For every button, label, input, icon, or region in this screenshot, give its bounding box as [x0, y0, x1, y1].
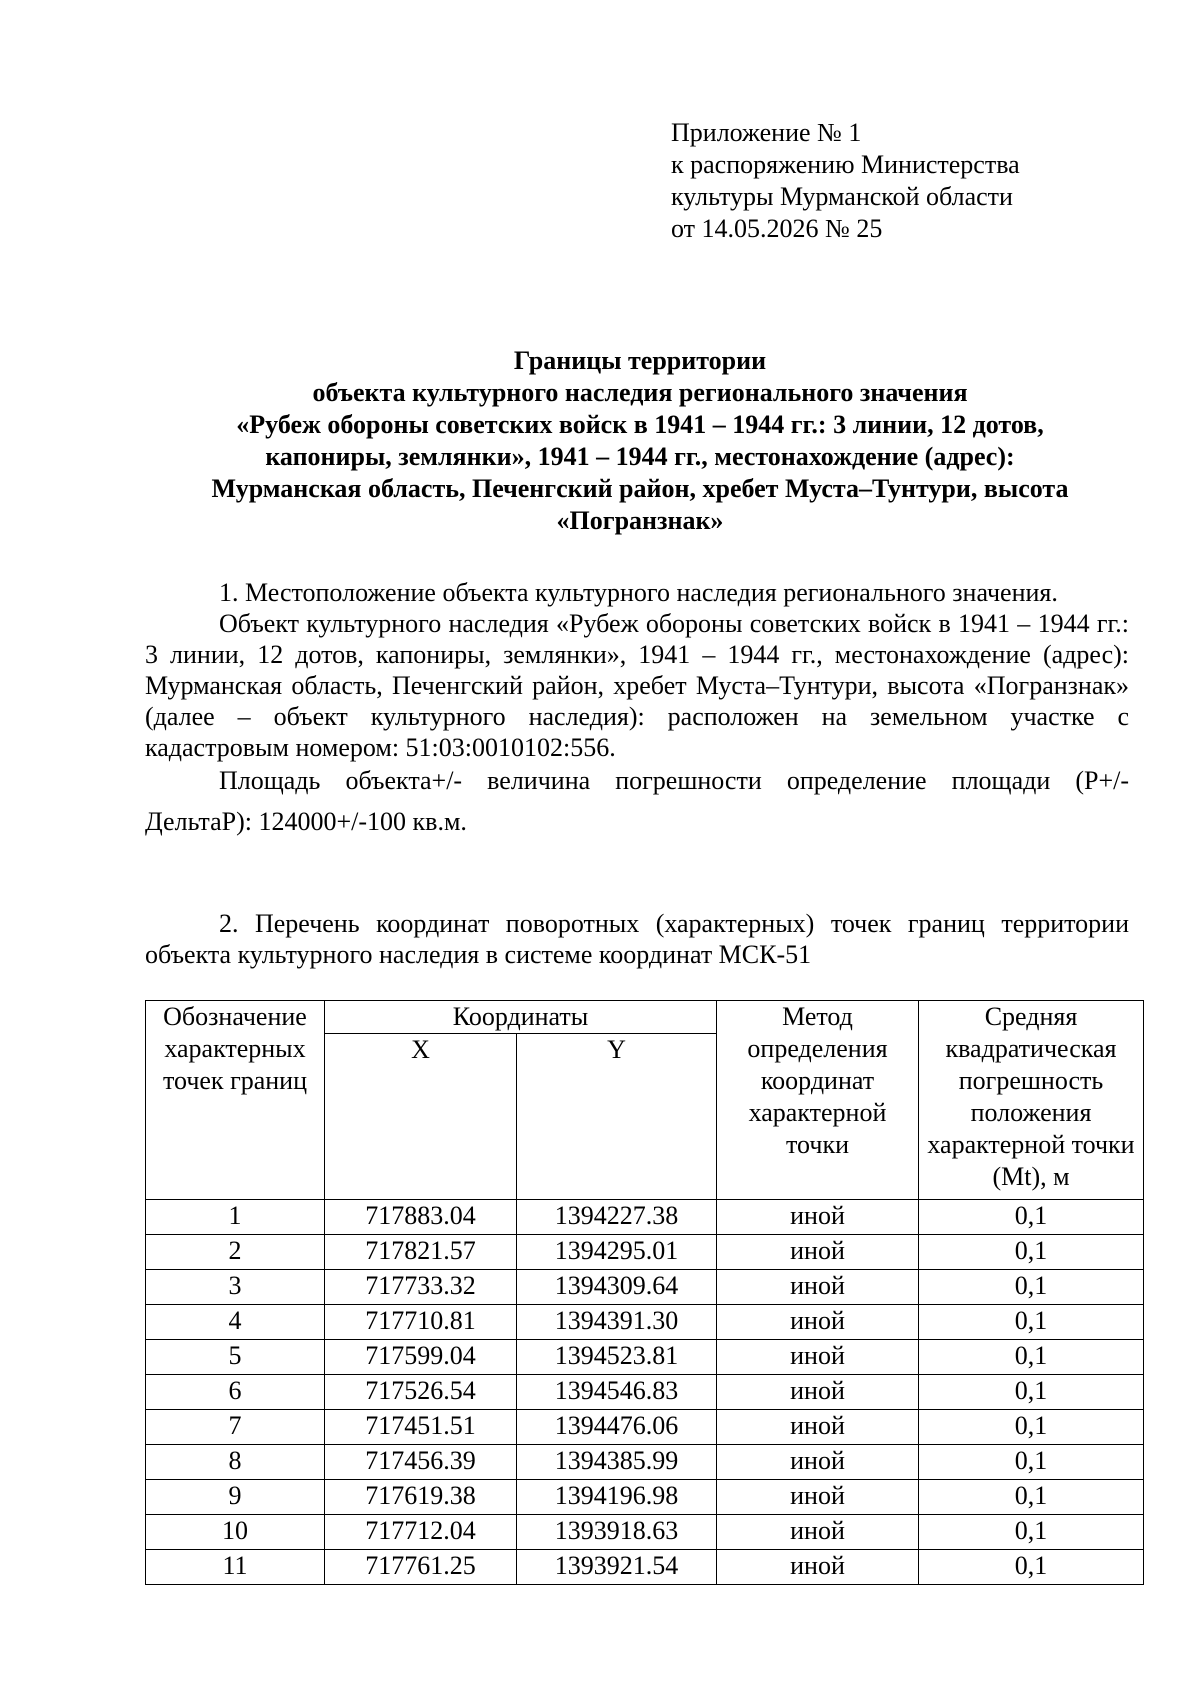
- area-line-1: Площадь объекта+/- величина погрешности определение площади (Р+/-: [219, 766, 1129, 795]
- appendix-line: культуры Мурманской области: [671, 182, 1013, 211]
- table-row: [146, 1410, 1144, 1445]
- title-line: объекта культурного наследия регионального значения: [312, 378, 968, 407]
- cell-error: 0,1: [919, 1270, 1144, 1305]
- cell-y: 1394196.98: [517, 1480, 717, 1515]
- cell-point: 10: [146, 1515, 325, 1550]
- cell-y: 1394391.30: [517, 1305, 717, 1340]
- cell-method: иной: [717, 1445, 919, 1480]
- cell-error: 0,1: [919, 1305, 1144, 1340]
- section-1-text: Объект культурного наследия «Рубеж обороны советских войск в 1941 – 1944 гг.: 3 линии, 12 дотов, капониры, землянки», 1941 – 1944 гг., местонахождение (адрес): Мурманская область, Печенгский район, хребет Муста–Тунтури, высота «Погранзнак» (далее – объект культурного наследия): расположен на земельном участке с кадастровым номером: 51:03:0010102:556.: [145, 609, 1129, 762]
- cell-method: иной: [717, 1480, 919, 1515]
- table-row: [146, 1305, 1144, 1340]
- cell-y: 1394227.38: [517, 1200, 717, 1235]
- cell-method: иной: [717, 1375, 919, 1410]
- cell-y: 1394295.01: [517, 1235, 717, 1270]
- cell-error: 0,1: [919, 1550, 1144, 1585]
- cell-y: 1393918.63: [517, 1515, 717, 1550]
- title-line: «Рубеж обороны советских войск в 1941 – 1944 гг.: 3 линии, 12 дотов,: [236, 410, 1044, 439]
- cell-method: иной: [717, 1200, 919, 1235]
- cell-point: 8: [146, 1445, 325, 1480]
- title-line: капониры, землянки», 1941 – 1944 гг., местонахождение (адрес):: [265, 442, 1015, 471]
- cell-method: иной: [717, 1340, 919, 1375]
- section-2: [145, 908, 1129, 970]
- section-1: [145, 577, 1129, 837]
- cell-x: 717883.04: [325, 1200, 517, 1235]
- cell-method: иной: [717, 1235, 919, 1270]
- table-row: [146, 1550, 1144, 1585]
- cell-point: 9: [146, 1480, 325, 1515]
- cell-x: 717710.81: [325, 1305, 517, 1340]
- cell-point: 3: [146, 1270, 325, 1305]
- area-line-2: ДельтаР): 124000+/-100 кв.м.: [145, 807, 467, 836]
- table-row: [146, 1235, 1144, 1270]
- cell-method: иной: [717, 1410, 919, 1445]
- cell-y: 1394546.83: [517, 1375, 717, 1410]
- appendix-header: [671, 117, 1171, 245]
- cell-x: 717526.54: [325, 1375, 517, 1410]
- cell-y: 1394385.99: [517, 1445, 717, 1480]
- table-row: [146, 1270, 1144, 1305]
- cell-point: 6: [146, 1375, 325, 1410]
- table-row: [146, 1515, 1144, 1550]
- cell-method: иной: [717, 1550, 919, 1585]
- cell-y: 1394309.64: [517, 1270, 717, 1305]
- cell-error: 0,1: [919, 1445, 1144, 1480]
- header-y: Y: [517, 1034, 717, 1200]
- cell-method: иной: [717, 1515, 919, 1550]
- table-row: [146, 1375, 1144, 1410]
- cell-x: 717456.39: [325, 1445, 517, 1480]
- title-line: Границы территории: [513, 346, 767, 375]
- cell-y: 1394476.06: [517, 1410, 717, 1445]
- cell-point: 4: [146, 1305, 325, 1340]
- header-method: Метод определения координат характерной точки: [717, 1001, 919, 1200]
- table-row: [146, 1445, 1144, 1480]
- cell-x: 717821.57: [325, 1235, 517, 1270]
- cell-error: 0,1: [919, 1235, 1144, 1270]
- header-x: X: [325, 1034, 517, 1200]
- cell-error: 0,1: [919, 1200, 1144, 1235]
- coordinates-table: [145, 1000, 1144, 1585]
- cell-method: иной: [717, 1270, 919, 1305]
- appendix-line: Приложение № 1: [671, 118, 862, 147]
- header-point: Обозначение характерных точек границ: [146, 1001, 325, 1200]
- cell-point: 1: [146, 1200, 325, 1235]
- cell-point: 11: [146, 1550, 325, 1585]
- table-row: [146, 1340, 1144, 1375]
- cell-x: 717599.04: [325, 1340, 517, 1375]
- title-line: «Погранзнак»: [556, 506, 724, 535]
- cell-error: 0,1: [919, 1480, 1144, 1515]
- section-1-heading: 1. Местоположение объекта культурного наследия регионального значения.: [219, 578, 1058, 607]
- cell-point: 2: [146, 1235, 325, 1270]
- cell-method: иной: [717, 1305, 919, 1340]
- header-coords: Координаты: [325, 1001, 717, 1034]
- cell-error: 0,1: [919, 1410, 1144, 1445]
- appendix-line: к распоряжению Министерства: [671, 150, 1020, 179]
- cell-x: 717619.38: [325, 1480, 517, 1515]
- cell-x: 717451.51: [325, 1410, 517, 1445]
- table-row: [146, 1200, 1144, 1235]
- cell-y: 1394523.81: [517, 1340, 717, 1375]
- table-header-row: [146, 1001, 1144, 1034]
- cell-error: 0,1: [919, 1340, 1144, 1375]
- appendix-line: от 14.05.2026 № 25: [671, 214, 883, 243]
- cell-point: 5: [146, 1340, 325, 1375]
- header-error: Средняя квадратическая погрешность положения характерной точки (Mt), м: [919, 1001, 1144, 1200]
- cell-x: 717733.32: [325, 1270, 517, 1305]
- cell-y: 1393921.54: [517, 1550, 717, 1585]
- table-row: [146, 1480, 1144, 1515]
- title-line: Мурманская область, Печенгский район, хребет Муста–Тунтури, высота: [211, 474, 1069, 503]
- cell-x: 717761.25: [325, 1550, 517, 1585]
- document-title: [120, 345, 1160, 537]
- section-2-heading: 2. Перечень координат поворотных (характерных) точек границ территории объекта культурного наследия в системе координат МСК-51: [145, 909, 1129, 969]
- cell-point: 7: [146, 1410, 325, 1445]
- cell-x: 717712.04: [325, 1515, 517, 1550]
- cell-error: 0,1: [919, 1515, 1144, 1550]
- cell-error: 0,1: [919, 1375, 1144, 1410]
